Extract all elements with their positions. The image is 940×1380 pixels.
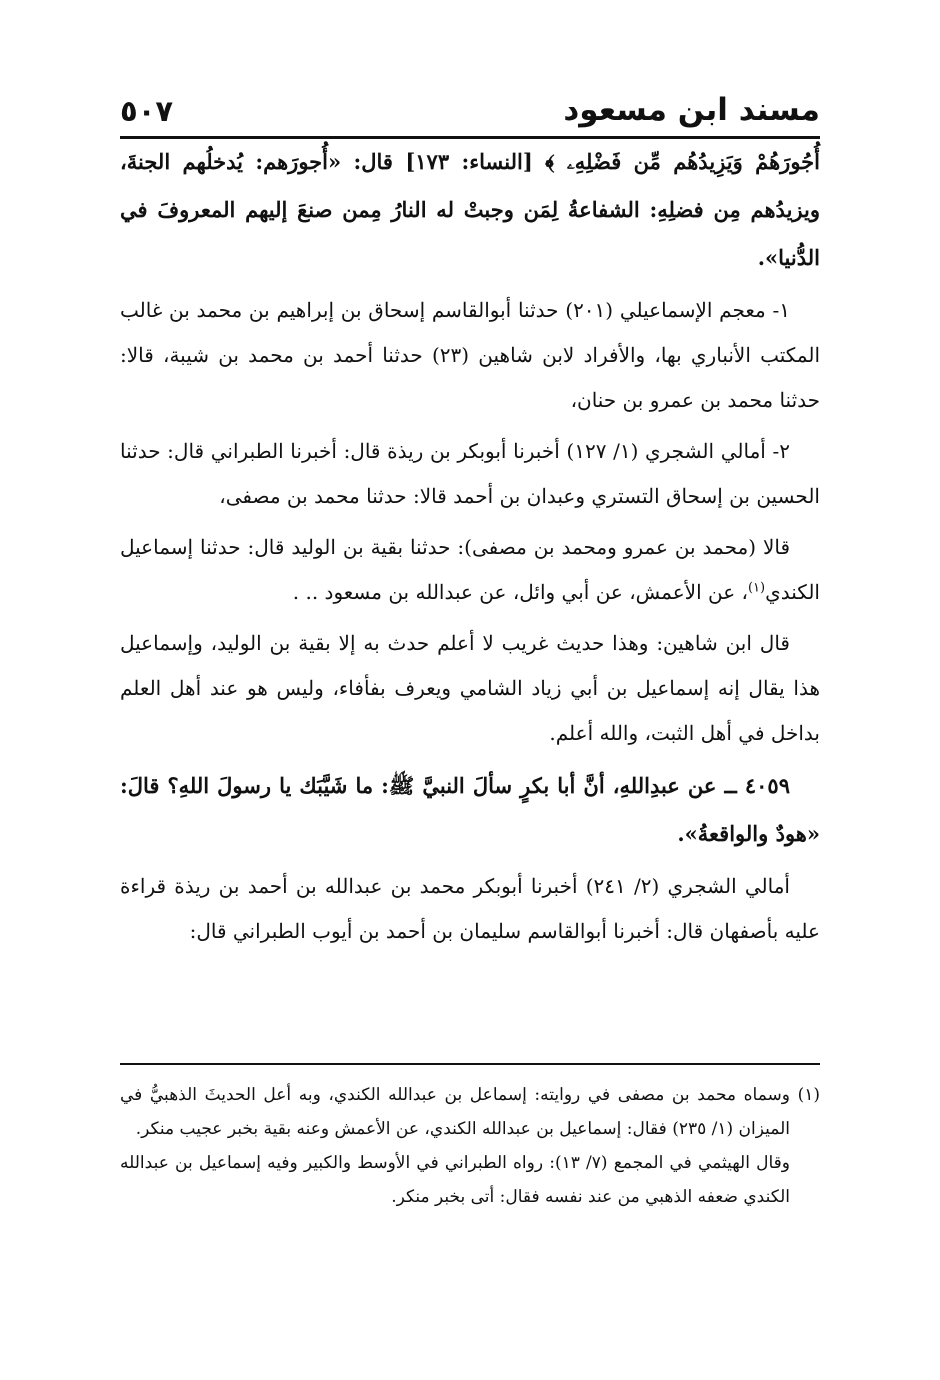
paragraph-verse-commentary: أُجُورَهُمْ وَيَزِيدُهُم مِّن فَضْلِهِۦ ﴾ [النساء: ١٧٣] قال: «أُجورَهم: يُدخلُهم الجنةَ، ويزيدُهم مِن فضلِهِ: الشفاعةُ لِمَن وجبتْ له النارُ مِمن صنعَ إليهم المعروفَ في الدُّنيا».: [120, 149, 820, 270]
footnote-rule: [120, 1063, 820, 1065]
hadith-4059: ٤٠٥٩ ــ عن عبدِاللهِ، أنَّ أبا بكرٍ سألَ النبيَّ ﷺ: ما شَيَّبَك يا رسولَ اللهِ؟ قالَ: «هودٌ والواقعةُ».: [120, 773, 820, 846]
running-header: [120, 88, 820, 128]
page-number: ٥٠٧: [120, 94, 174, 128]
paragraph-takhrij-1: ١- معجم الإسماعيلي (٢٠١) حدثنا أبوالقاسم إسحاق بن إبراهيم بن محمد بن غالب المكتب الأنباري بها، والأفراد لابن شاهين (٢٣) حدثنا أحمد بن محمد بن شيبة، قالا: حدثنا محمد بن عمرو بن حنان،: [120, 298, 821, 412]
paragraph-ibn-shahin: قال ابن شاهين: وهذا حديث غريب لا أعلم حدث به إلا بقية بن الوليد، وإسماعيل هذا يقال إنه إسماعيل بن أبي زياد الشامي ويعرف بفأفاء، وليس هو عند أهل العلم بداخل في أهل الثبت، والله أعلم.: [120, 631, 820, 745]
main-text: [120, 138, 820, 954]
footnote-1-text: وسماه محمد بن مصفى في روايته: إسماعل بن عبدالله الكندي، وبه أعل الحديثَ الذهبيُّ في الميزان (١/ ٢٣٥) فقال: إسماعيل بن عبدالله الكندي، عن الأعمش وعنه بقية بخبر عجيب منكر.: [120, 1085, 790, 1139]
running-title: مسند ابن مسعود: [563, 92, 820, 128]
footnote-reference: (١): [747, 580, 766, 596]
isnad-text-b: ، عن الأعمش، عن أبي وائل، عن عبدالله بن مسعود .. .: [292, 580, 748, 604]
paragraph-isnad: [120, 525, 820, 615]
footnotes: [120, 1078, 820, 1214]
isnad-text-a: قالا (محمد بن عمرو ومحمد بن مصفى): حدثنا بقية بن الوليد قال: حدثنا إسماعيل الكندي: [120, 535, 820, 604]
paragraph-takhrij-2: ٢- أمالي الشجري (١/ ١٢٧) أخبرنا أبوبكر بن ريذة قال: أخبرنا الطبراني قال: حدثنا الحسين بن إسحاق التستري وعبدان بن أحمد قالا: حدثنا محمد بن مصفى،: [120, 439, 820, 508]
footnote-1: [120, 1078, 820, 1146]
footnote-number: (١): [797, 1085, 820, 1105]
footnote-1-continuation: وقال الهيثمي في المجمع (٧/ ١٣): رواه الطبراني في الأوسط والكبير وفيه إسماعيل بن عبدالله الكندي ضعفه الذهبي من عند نفسه فقال: أتى بخبر منكر.: [120, 1153, 790, 1207]
paragraph-takhrij-3: أمالي الشجري (٢/ ٢٤١) أخبرنا أبوبكر محمد بن عبدالله بن أحمد بن ريذة قراءة عليه بأصفهان قال: أخبرنا أبوالقاسم سليمان بن أحمد بن أيوب الطبراني قال:: [120, 874, 820, 943]
